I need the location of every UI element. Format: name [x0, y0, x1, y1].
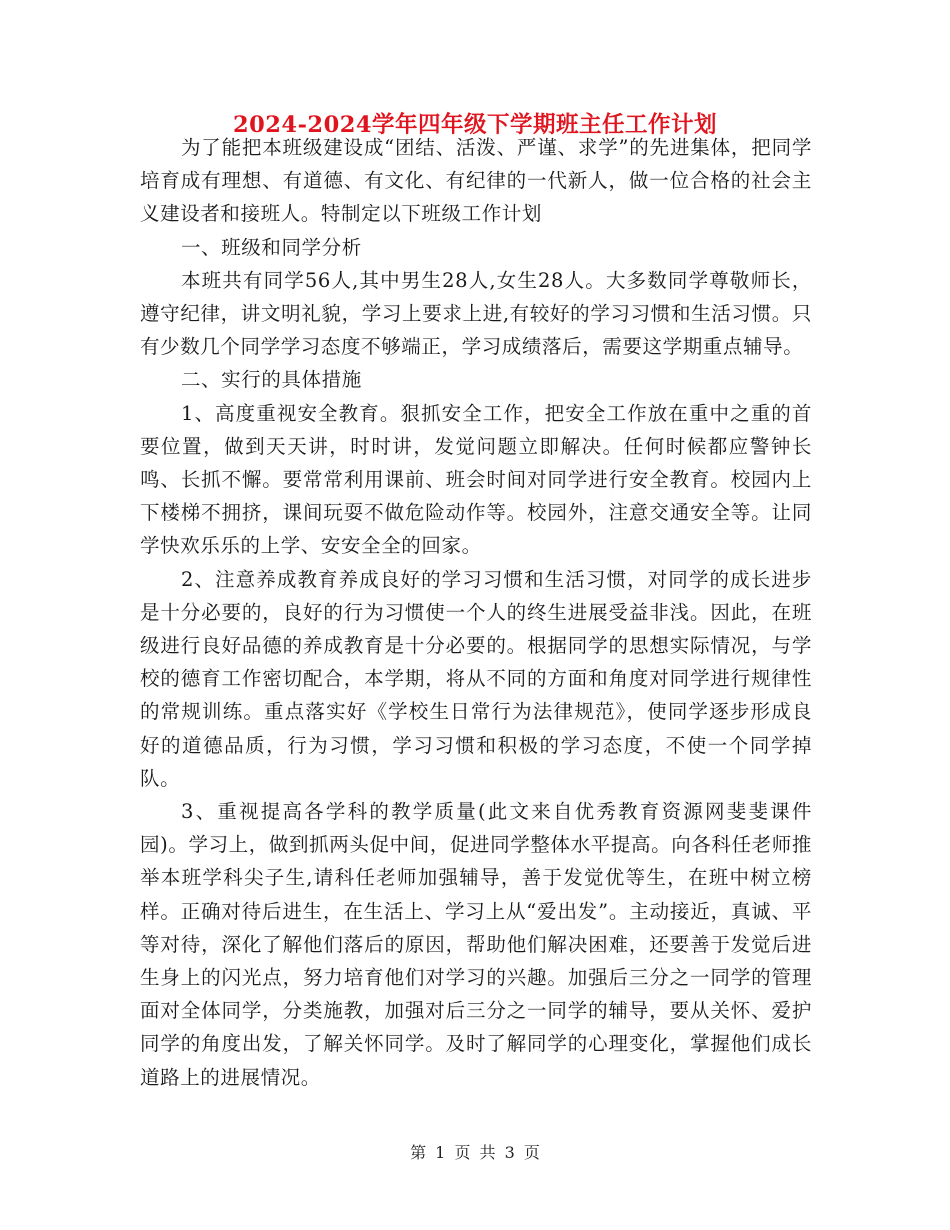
section-heading-class-analysis: 一、班级和同学分析: [180, 235, 362, 259]
measure-1-paragraph: 1、高度重视安全教育。狠抓安全工作，把安全工作放在重中之重的首要位置，做到天天讲，时时讲，发觉问题立即解决。任何时候都应警钟长鸣、长抓不懈。要常常利用课前、班会时间对同学进行安全教育。校园内上下楼梯不拥挤，课间玩耍不做危险动作等。校园外，注意交通安全等。让同学快欢乐乐的上学、安安全全的回家。: [140, 401, 812, 558]
section-heading-measures: 二、实行的具体措施: [180, 368, 362, 392]
measure-2-paragraph: 2、注意养成教育养成良好的学习习惯和生活习惯，对同学的成长进步是十分必要的，良好的行为习惯使一个人的终生进展受益非浅。因此，在班级进行良好品德的养成教育是十分必要的。根据同学的思想实际情况，与学校的德育工作密切配合，本学期，将从不同的方面和角度对同学进行规律性的常规训练。重点落实好《学校生日常行为法律规范》，使同学逐步形成良好的道德品质，行为习惯，学习习惯和积极的学习态度，不使一个同学掉队。: [140, 567, 812, 790]
document-body: [140, 131, 812, 1094]
class-analysis-paragraph: 本班共有同学56人,其中男生28人,女生28人。大多数同学尊敬师长，遵守纪律，讲文明礼貌，学习上要求上进,有较好的学习习惯和生活习惯。只有少数几个同学学习态度不够端正，学习成绩落后，需要这学期重点辅导。: [140, 268, 812, 359]
document-title: 2024-2024学年四年级下学期班主任工作计划: [232, 112, 718, 138]
page-number-footer: 第 1 页 共 3 页: [410, 1143, 540, 1162]
measure-3-paragraph: 3、重视提高各学科的教学质量(此文来自优秀教育资源网斐斐课件园)。学习上，做到抓两头促中间，促进同学整体水平提高。向各科任老师推举本班学科尖子生,请科任老师加强辅导，善于发觉优等生，在班中树立榜样。正确对待后进生，在生活上、学习上从“爱出发”。主动接近，真诚、平等对待，深化了解他们落后的原因，帮助他们解决困难，还要善于发觉后进生身上的闪光点，努力培育他们对学习的兴趣。加强后三分之一同学的管理面对全体同学，分类施教，加强对后三分之一同学的辅导，要从关怀、爱护同学的角度出发，了解关怀同学。及时了解同学的心理变化，掌握他们成长道路上的进展情况。: [140, 800, 812, 1089]
intro-paragraph: 为了能把本班级建设成“团结、活泼、严谨、求学”的先进集体，把同学培育成有理想、有道德、有文化、有纪律的一代新人，做一位合格的社会主义建设者和接班人。特制定以下班级工作计划: [140, 136, 812, 226]
